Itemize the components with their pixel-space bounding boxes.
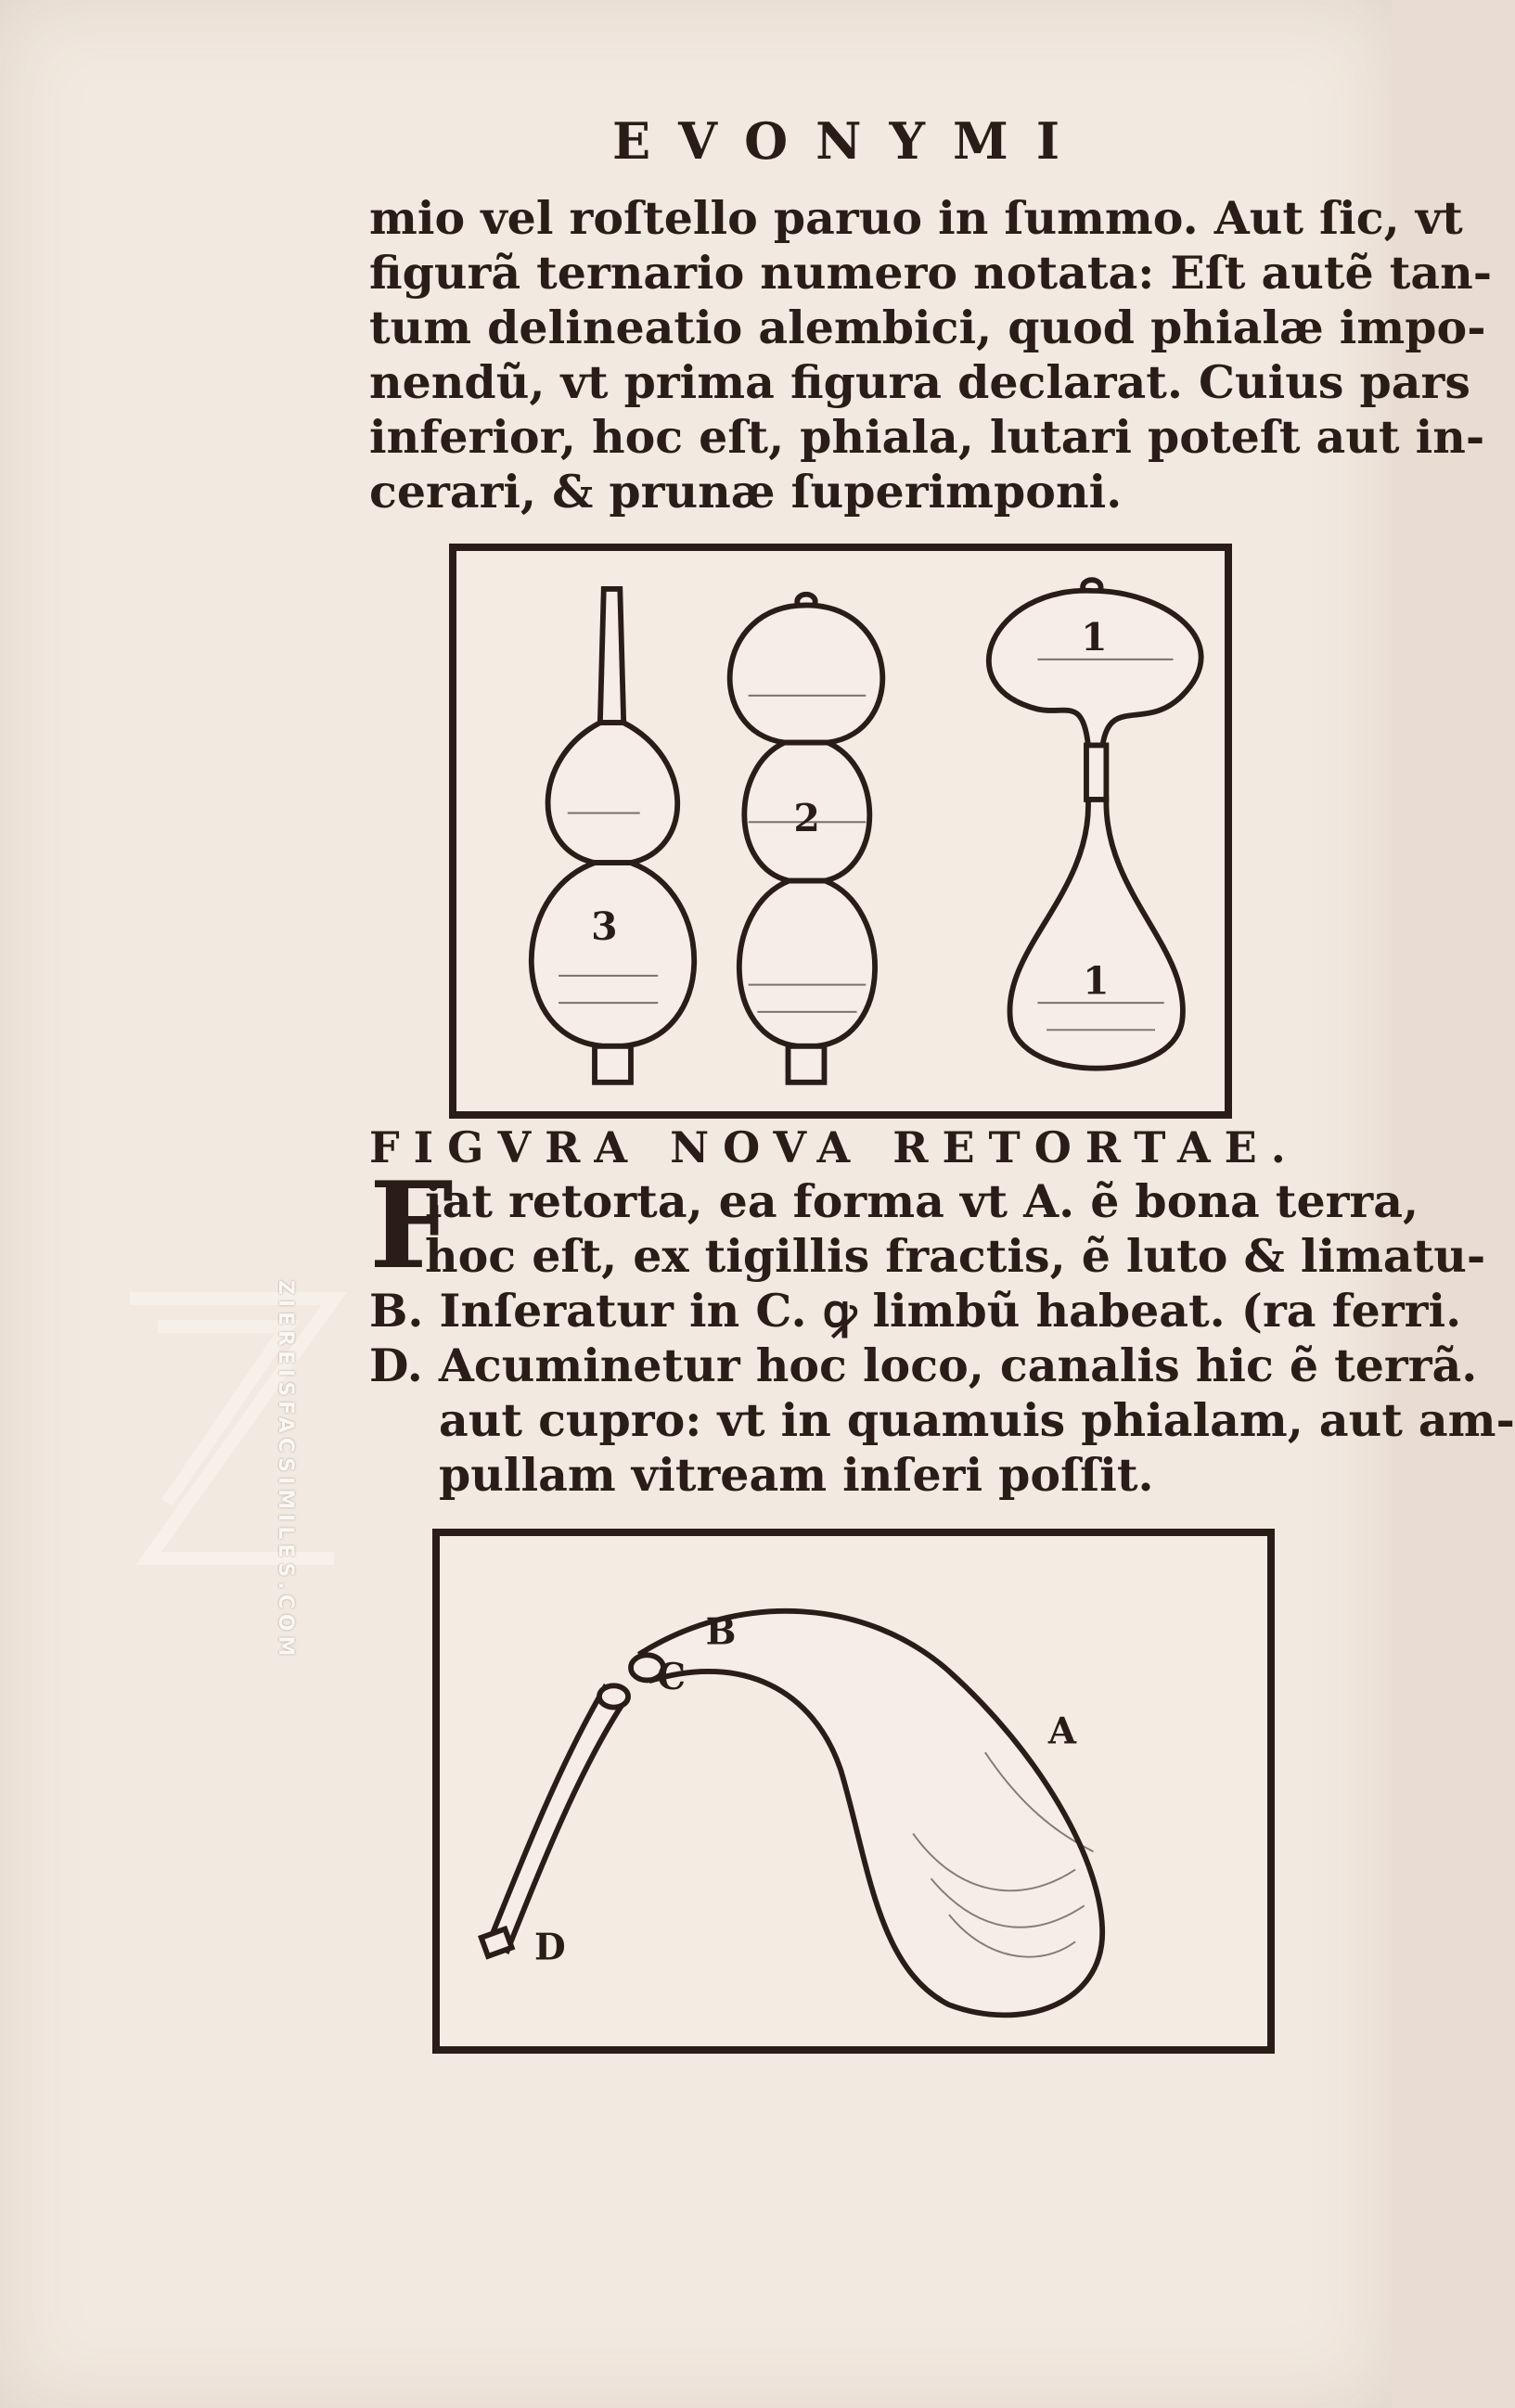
text-line: cerari, & prunæ ſuperimponi. bbox=[369, 465, 1123, 519]
vessel-3-upper bbox=[548, 723, 678, 863]
retort-label-c: C bbox=[657, 1657, 687, 1699]
figure-caption: FIGVRA NOVA RETORTAE. bbox=[369, 1122, 1300, 1172]
text-line: aut cupro: vt in quamuis phialam, aut am- bbox=[439, 1393, 1515, 1447]
text-line: B. Inſeratur in C. ꝙ limbũ habeat. (ra ferri. bbox=[369, 1284, 1462, 1338]
text-line: figurã ternario numero notata: Eſt autẽ tan- bbox=[369, 246, 1493, 300]
vessel-2-label: 2 bbox=[793, 796, 820, 840]
text-line: hoc eſt, ex tigillis fractis, ẽ luto & limatu- bbox=[425, 1229, 1486, 1283]
watermark-logo bbox=[111, 1280, 353, 1577]
vessel-1-head-label: 1 bbox=[1081, 615, 1108, 660]
vessel-1-head bbox=[989, 591, 1201, 746]
vessel-3-lower bbox=[532, 863, 694, 1046]
vessel-3-label: 3 bbox=[591, 903, 618, 949]
text-line: pullam vitream inſeri poſſit. bbox=[439, 1448, 1154, 1502]
retort-body bbox=[641, 1611, 1103, 2016]
tube-end-c bbox=[599, 1685, 628, 1707]
retort-label-b: B bbox=[705, 1611, 737, 1654]
woodcut-alembics bbox=[449, 544, 1232, 1119]
text-line: nendũ, vt prima figura declarat. Cuius pars bbox=[369, 355, 1470, 409]
text-line: tum delineatio alembici, quod phialæ impo- bbox=[369, 301, 1486, 354]
running-head: EVONYMI bbox=[612, 111, 1088, 171]
watermark-text: ZIEREISFACSIMILES.COM bbox=[274, 1280, 297, 1661]
vessel-1-flask-label: 1 bbox=[1083, 958, 1110, 1004]
vessel-3-neck bbox=[600, 589, 623, 723]
text-line: D. Acuminetur hoc loco, canalis hic ẽ terrã. bbox=[369, 1338, 1478, 1392]
vessel-2-top bbox=[730, 605, 883, 742]
text-line: inferior, hoc eſt, phiala, lutari poteſt aut in- bbox=[369, 410, 1485, 464]
vessel-1-flask bbox=[1009, 800, 1182, 1069]
paragraph-bottom bbox=[369, 1174, 1515, 1503]
vessel-1-tube bbox=[1086, 745, 1106, 799]
text-line: iat retorta, ea forma vt A. ẽ bona terra, bbox=[425, 1174, 1419, 1228]
vessel-3-foot bbox=[595, 1046, 631, 1082]
retort-label-a: A bbox=[1047, 1710, 1077, 1753]
text-line: mio vel roſtello paruo in ſummo. Aut ſic, vt bbox=[369, 191, 1463, 245]
retort-label-d: D bbox=[534, 1927, 566, 1969]
vessel-2-bottom bbox=[739, 881, 875, 1046]
alembics-illustration bbox=[456, 551, 1225, 1111]
retort-tube bbox=[489, 1687, 623, 1951]
vessel-2-foot bbox=[788, 1046, 824, 1082]
paragraph-top bbox=[369, 191, 1493, 519]
woodcut-retort bbox=[432, 1529, 1275, 2054]
drop-cap: F bbox=[369, 1157, 454, 1296]
retort-illustration bbox=[440, 1536, 1267, 2046]
tube-tip-d bbox=[481, 1929, 512, 1956]
